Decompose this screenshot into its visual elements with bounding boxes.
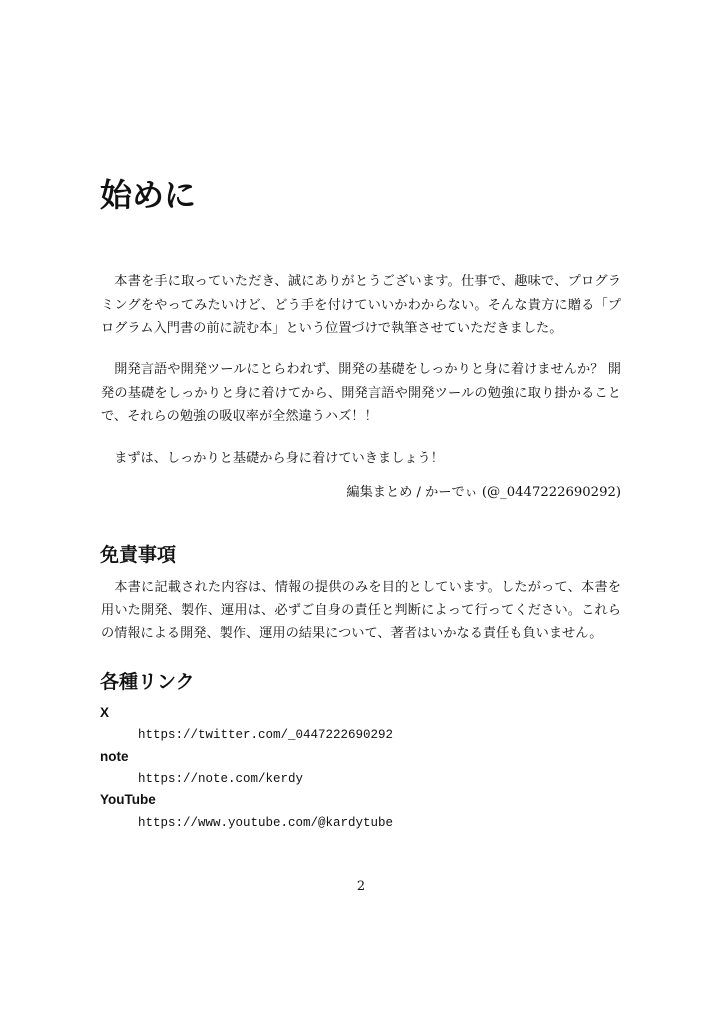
links-heading: 各種リンク (100, 671, 195, 693)
disclaimer-heading: 免責事項 (100, 544, 177, 566)
author-signature: 編集まとめ / かーでぃ (@_0447222690292) (346, 485, 621, 500)
page-title: 始めに (100, 176, 197, 214)
link-label-note: note (100, 749, 129, 764)
page-number: 2 (356, 879, 366, 894)
link-url-note[interactable]: https://note.com/kerdy (138, 772, 304, 786)
link-label-x: X (100, 705, 110, 720)
intro-paragraph: まずは、しっかりと基礎から身に着けていきましょう！ (114, 451, 444, 466)
intro-paragraph: 本書を手に取っていただき、誠にありがとうございます。仕事で、趣味で、プログラミングをやってみたいけど、どう手を付けていいかわからない。そんな貴方に贈る「プログラム入門書の前に読む本」という位置づけで執筆させていただきました。 (101, 274, 621, 336)
disclaimer-text: 本書に記載された内容は、情報の提供のみを目的としています。したがって、本書を用いた開発、製作、運用は、必ずご自身の責任と判断によって行ってください。これらの情報による開発、製作、運用の結果について、著者はいかなる責任も負いません。 (101, 580, 621, 641)
link-label-youtube: YouTube (100, 792, 156, 807)
link-url-x[interactable]: https://twitter.com/_0447222690292 (138, 728, 394, 742)
intro-paragraph: 開発言語や開発ツールにとらわれず、開発の基礎をしっかりと身に着けませんか？ 開発の基礎をしっかりと身に着けてから、開発言語や開発ツールの勉強に取り掛かることで、それらの勉強の吸収率が全然違うハズ！！ (101, 362, 621, 424)
link-url-youtube[interactable]: https://www.youtube.com/@kardytube (138, 816, 394, 830)
